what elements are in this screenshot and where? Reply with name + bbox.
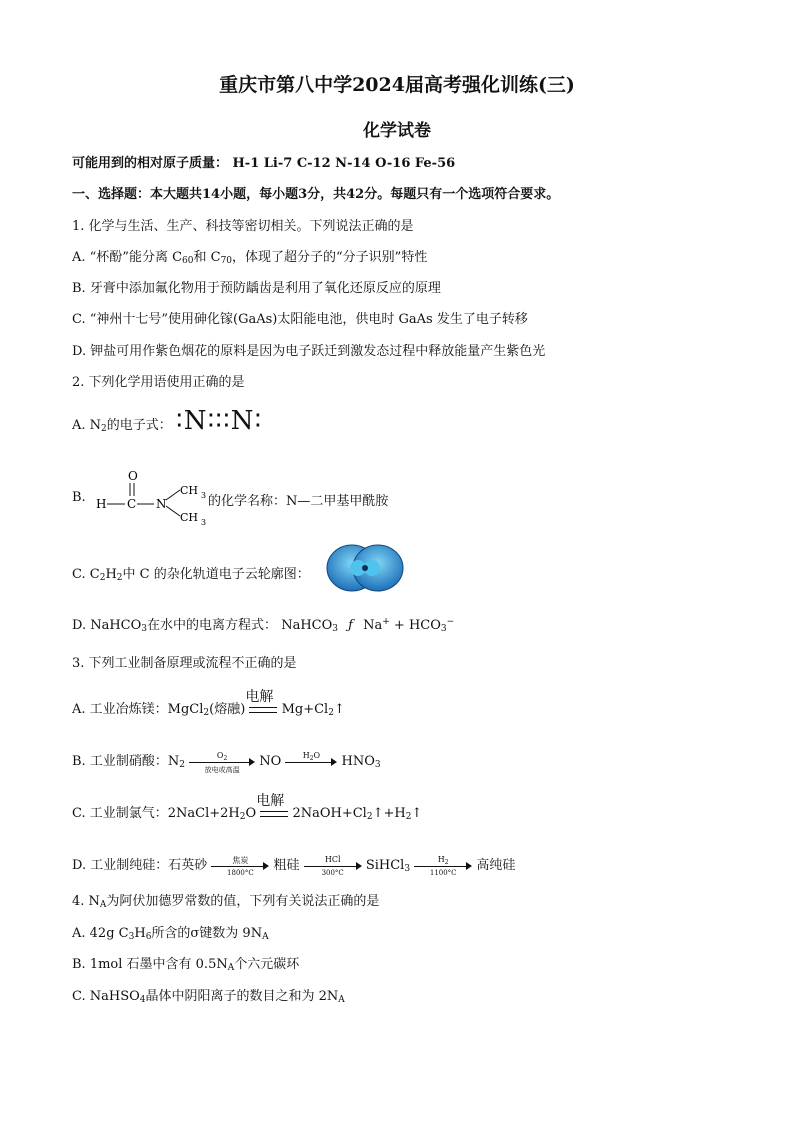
bond-line — [166, 490, 180, 500]
sub: 3 — [332, 624, 338, 634]
exam-subtitle: 化学试卷 — [363, 121, 431, 141]
text: O — [313, 750, 321, 760]
text: H — [302, 750, 310, 760]
reaction-arrow — [189, 750, 255, 774]
q2-stem: 2. 下列化学用语使用正确的是 — [72, 375, 245, 390]
text: 在水中的电离方程式： — [147, 618, 278, 633]
text: 和 C — [193, 250, 221, 265]
text: A. 工业冶炼镁：MgCl — [72, 702, 204, 717]
sup: + — [382, 617, 390, 627]
text: SiHCl — [365, 858, 405, 873]
sub: A — [99, 900, 107, 910]
text: Na — [363, 618, 383, 633]
q3-option-c — [72, 792, 423, 822]
sub: 3 — [440, 624, 447, 634]
text: O — [245, 806, 257, 821]
text: H — [437, 854, 445, 864]
sub: 3 — [128, 932, 135, 942]
methyl-top: CH — [180, 484, 199, 497]
sub: 3 — [141, 624, 148, 634]
text: H — [105, 567, 117, 582]
sub: 2 — [328, 708, 334, 718]
electrolysis-sign — [256, 792, 288, 817]
q3-option-d — [72, 854, 516, 877]
sp-orbital-image — [325, 543, 405, 593]
sub: 2 — [239, 812, 246, 822]
dimethylformamide-structure — [92, 466, 212, 526]
text: ↑ — [411, 806, 423, 821]
q3-option-a — [72, 688, 345, 718]
text: ↑+H — [372, 806, 406, 821]
bond-line — [166, 506, 180, 516]
sub: 2 — [179, 760, 185, 770]
reaction-arrow — [414, 854, 472, 877]
text: 粗硅 — [273, 858, 300, 873]
sup: − — [446, 617, 455, 627]
electrolysis-sign — [245, 688, 277, 713]
q1-option-a — [72, 246, 427, 266]
q3-option-b — [72, 750, 381, 774]
methyl-bottom: CH — [180, 511, 199, 524]
electrolysis-label: 电解 — [256, 792, 285, 809]
q2-option-c — [72, 563, 310, 583]
q2-option-b-text: 的化学名称：N—二甲基甲酰胺 — [208, 494, 389, 509]
text: D. NaHCO — [72, 618, 142, 633]
n2-lewis-structure: ∶N∶∶∶N∶ — [175, 406, 263, 436]
sub: 2 — [309, 754, 314, 762]
q4-stem — [72, 890, 379, 910]
q1-option-b: B. 牙膏中添加氟化物用于预防龋齿是利用了氧化还原反应的原理 — [72, 281, 441, 296]
sub: 2 — [99, 573, 106, 583]
arrow-top-label: 焦炭 — [232, 855, 249, 865]
arrow-top-label — [189, 751, 255, 762]
text: 4. N — [72, 894, 100, 909]
q1-option-d: D. 钾盐可用作紫色烟花的原料是因为电子跃迁到激发态过程中释放能量产生紫色光 — [72, 344, 546, 359]
text: C. C — [72, 567, 100, 582]
atomic-masses: 可能用到的相对原子质量： H-1 Li-7 C-12 N-14 O-16 Fe-56 — [72, 156, 456, 171]
text: A. 42g C — [72, 926, 129, 941]
sub: 2 — [203, 708, 210, 718]
text: A. N — [72, 418, 102, 433]
text: ，体现了超分子的“分子识别”特性 — [232, 250, 428, 265]
arrow-bottom-label: 1100°C — [429, 868, 457, 877]
arrow-top-label: HCl — [324, 854, 341, 864]
text: 所含的σ键数为 9N — [151, 926, 263, 941]
sub: A — [227, 963, 235, 973]
q2-option-b-label: B. — [72, 490, 86, 505]
sub: A — [338, 995, 345, 1005]
text: 高纯硅 — [476, 858, 516, 873]
sub: 2 — [223, 754, 228, 762]
text: + HCO — [389, 618, 441, 633]
atom-o: O — [128, 469, 138, 483]
q4-option-b — [72, 953, 299, 973]
sub: 6 — [145, 932, 152, 942]
text: 为阿伏加德罗常数的值，下列有关说法正确的是 — [106, 894, 380, 909]
sub: 4 — [139, 995, 146, 1005]
q4-option-a — [72, 922, 269, 942]
reaction-arrow — [304, 854, 362, 877]
text: 个六元碳环 — [234, 957, 300, 972]
methyl-sub: 3 — [201, 518, 207, 526]
q3-stem: 3. 下列工业制备原理或流程不正确的是 — [72, 656, 297, 671]
section-heading: 一、选择题：本大题共14小题，每小题3分，共42分。每题只有一个选项符合要求。 — [72, 187, 560, 202]
methyl-sub: 3 — [201, 491, 207, 500]
q2-option-a — [72, 406, 262, 436]
sub: 2 — [366, 812, 373, 822]
text: 的电子式： — [106, 418, 172, 433]
arrow-top-label — [285, 751, 337, 762]
q4-option-c — [72, 985, 345, 1005]
sub: A — [262, 932, 269, 942]
electrolysis-label: 电解 — [245, 688, 274, 705]
text: O — [216, 750, 224, 760]
text: 晶体中阴阳离子的数目之和为 2N — [145, 989, 339, 1004]
text: H — [134, 926, 146, 941]
reaction-arrow — [211, 855, 269, 877]
q1-stem: 1. 化学与生活、生产、科技等密切相关。下列说法正确的是 — [72, 219, 414, 234]
atom-h: H — [96, 497, 107, 511]
text: HNO — [341, 754, 375, 769]
sub: 2 — [101, 424, 107, 434]
nucleus — [362, 565, 368, 571]
text: C. 工业制氯气：2NaCl+2H — [72, 806, 240, 821]
sub: 3 — [404, 864, 411, 874]
arrow-bottom-label: 放电或高温 — [204, 765, 240, 774]
text: A. “杯酚”能分离 C — [72, 250, 183, 265]
arrow-top-label — [414, 855, 472, 866]
text: C. NaHSO — [72, 989, 140, 1004]
text: B. 工业制硝酸：N — [72, 754, 180, 769]
text: NaHCO — [281, 618, 333, 633]
atom-c: C — [127, 497, 137, 511]
q2-option-d — [72, 614, 454, 634]
text: 2NaOH+Cl — [292, 806, 367, 821]
exam-title: 重庆市第八中学2024届高考强化训练(三) — [219, 74, 575, 96]
sub: 2 — [405, 812, 412, 822]
reaction-arrow — [285, 750, 337, 769]
text: ↑ — [333, 702, 345, 717]
arrow-bottom-label: 300°C — [321, 868, 344, 877]
sub: 2 — [116, 573, 123, 583]
sub: 60 — [182, 256, 194, 266]
text: Mg+Cl — [281, 702, 329, 717]
text: 中 C 的杂化轨道电子云轮廓图： — [122, 567, 310, 582]
text: NO — [259, 754, 282, 769]
arrow-bottom-label: 1800°C — [227, 868, 254, 877]
q1-option-c: C. “神州十七号”使用砷化镓(GaAs)太阳能电池，供电时 GaAs 发生了电子转移 — [72, 312, 528, 327]
sub: 3 — [374, 760, 381, 770]
atom-n: N — [156, 497, 167, 511]
sub: 2 — [444, 858, 449, 866]
equilibrium-symbol: ƒ — [348, 618, 353, 633]
text: D. 工业制纯硅：石英砂 — [72, 858, 208, 873]
text: B. 1mol 石墨中含有 0.5N — [72, 957, 228, 972]
sub: 70 — [220, 256, 233, 266]
text: (熔融) — [209, 702, 246, 717]
